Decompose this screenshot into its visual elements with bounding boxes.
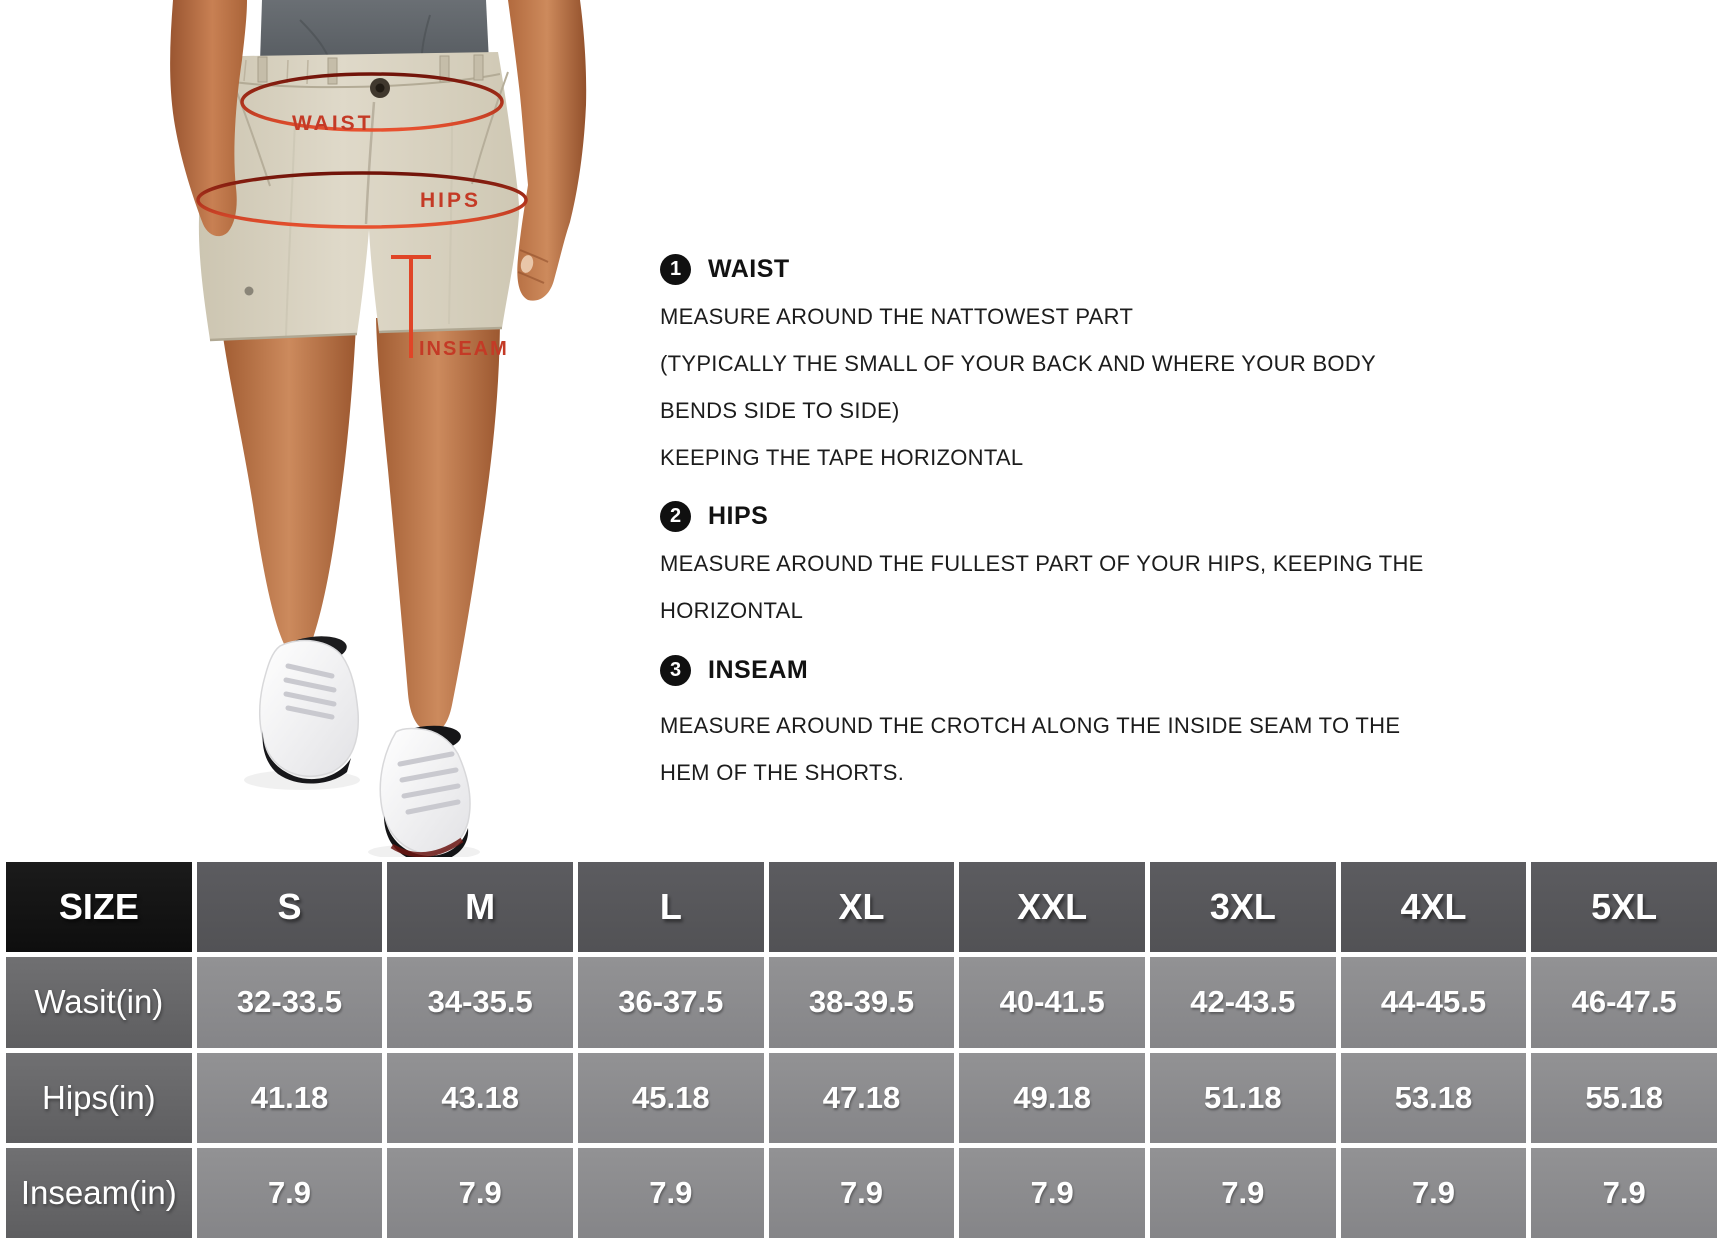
waist-label: WAIST bbox=[292, 112, 374, 135]
hips-value: 43.18 bbox=[387, 1053, 573, 1143]
waist-value: 40-41.5 bbox=[959, 957, 1145, 1047]
model-photo bbox=[0, 0, 620, 858]
step-number-badge: 3 bbox=[660, 655, 691, 686]
waist-value: 44-45.5 bbox=[1341, 957, 1527, 1047]
instruction-step-inseam bbox=[660, 654, 1440, 796]
instruction-line: HORIZONTAL bbox=[660, 598, 804, 623]
waist-value: 34-35.5 bbox=[387, 957, 573, 1047]
row-label-inseam: Inseam(in) bbox=[6, 1148, 192, 1238]
step-title: INSEAM bbox=[708, 655, 809, 684]
waist-value: 36-37.5 bbox=[578, 957, 764, 1047]
model-photo-illustration bbox=[0, 0, 620, 858]
waist-value: 32-33.5 bbox=[197, 957, 383, 1047]
waist-value: 38-39.5 bbox=[769, 957, 955, 1047]
step-title: HIPS bbox=[708, 501, 769, 530]
instruction-step-hips bbox=[660, 500, 1440, 634]
left-leg bbox=[222, 326, 356, 652]
hips-value: 45.18 bbox=[578, 1053, 764, 1143]
instruction-step-waist bbox=[660, 253, 1440, 481]
size-col-header-3xl: 3XL bbox=[1150, 862, 1336, 952]
size-col-header-4xl: 4XL bbox=[1341, 862, 1527, 952]
hips-value: 53.18 bbox=[1341, 1053, 1527, 1143]
instruction-line: MEASURE AROUND THE FULLEST PART OF YOUR HIPS, KEEPING THE bbox=[660, 551, 1424, 576]
inseam-value: 7.9 bbox=[769, 1148, 955, 1238]
row-label-waist: Wasit(in) bbox=[6, 957, 192, 1047]
instruction-line: (TYPICALLY THE SMALL OF YOUR BACK AND WHERE YOUR BODY bbox=[660, 351, 1376, 376]
waist-value: 46-47.5 bbox=[1531, 957, 1717, 1047]
left-sneaker bbox=[260, 632, 359, 783]
inseam-value: 7.9 bbox=[1150, 1148, 1336, 1238]
size-chart-corner-header: SIZE bbox=[6, 862, 192, 952]
inseam-value: 7.9 bbox=[578, 1148, 764, 1238]
row-label-hips: Hips(in) bbox=[6, 1053, 192, 1143]
instruction-line: MEASURE AROUND THE CROTCH ALONG THE INSIDE SEAM TO THE bbox=[660, 713, 1401, 738]
size-col-header-l: L bbox=[578, 862, 764, 952]
hips-value: 55.18 bbox=[1531, 1053, 1717, 1143]
size-col-header-m: M bbox=[387, 862, 573, 952]
right-sneaker bbox=[380, 723, 470, 858]
hips-value: 49.18 bbox=[959, 1053, 1145, 1143]
left-arm bbox=[170, 0, 247, 236]
step-number-badge: 1 bbox=[660, 254, 691, 285]
hips-value: 51.18 bbox=[1150, 1053, 1336, 1143]
instruction-line: HEM OF THE SHORTS. bbox=[660, 760, 905, 785]
size-col-header-5xl: 5XL bbox=[1531, 862, 1717, 952]
right-arm bbox=[508, 0, 586, 301]
right-leg bbox=[376, 314, 500, 732]
size-col-header-xxl: XXL bbox=[959, 862, 1145, 952]
inseam-value: 7.9 bbox=[959, 1148, 1145, 1238]
step-number-badge: 2 bbox=[660, 501, 691, 532]
hips-label: HIPS bbox=[420, 189, 482, 212]
hips-value: 41.18 bbox=[197, 1053, 383, 1143]
step-title: WAIST bbox=[708, 254, 790, 283]
hips-value: 47.18 bbox=[769, 1053, 955, 1143]
instruction-line: BENDS SIDE TO SIDE) bbox=[660, 398, 900, 423]
size-chart-table bbox=[0, 857, 1723, 1246]
inseam-value: 7.9 bbox=[197, 1148, 383, 1238]
inseam-value: 7.9 bbox=[1531, 1148, 1717, 1238]
inseam-label: INSEAM bbox=[419, 338, 509, 360]
size-col-header-s: S bbox=[197, 862, 383, 952]
instruction-line: MEASURE AROUND THE NATTOWEST PART bbox=[660, 304, 1134, 329]
inseam-value: 7.9 bbox=[387, 1148, 573, 1238]
waist-value: 42-43.5 bbox=[1150, 957, 1336, 1047]
instruction-line: KEEPING THE TAPE HORIZONTAL bbox=[660, 445, 1024, 470]
size-col-header-xl: XL bbox=[769, 862, 955, 952]
inseam-value: 7.9 bbox=[1341, 1148, 1527, 1238]
